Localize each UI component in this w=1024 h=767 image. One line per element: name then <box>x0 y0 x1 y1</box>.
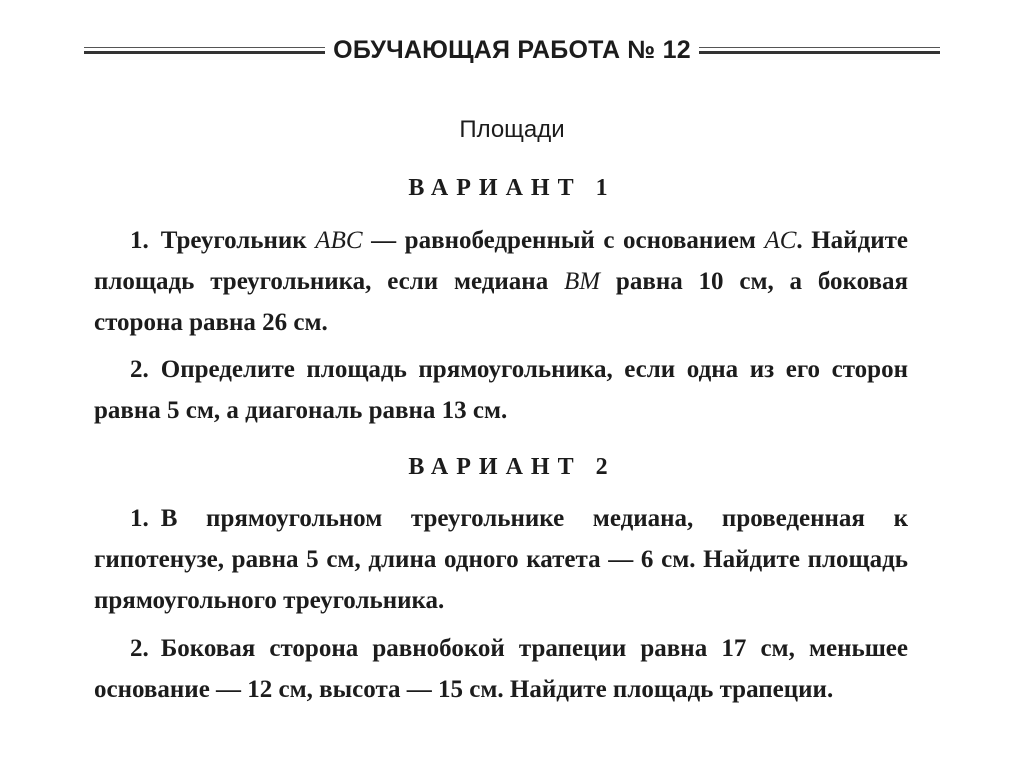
variant-1-heading: ВАРИАНТ 1 <box>408 175 616 201</box>
task-number: 1. <box>130 227 149 254</box>
task-text: Треугольник <box>160 227 316 254</box>
variant-2-task-1 <box>94 498 908 621</box>
worksheet-header <box>84 36 940 64</box>
task-text: Определите площадь прямоугольника, если одна из его сторон равна 5 см, а диагональ равна 13 см. <box>94 356 908 424</box>
task-text: — равнобедренный с основанием <box>362 227 765 254</box>
topic-title: Площади <box>459 116 565 143</box>
task-text: . Найдите площадь треугольника, если медиана <box>94 227 908 295</box>
task-text: В прямоугольном треугольнике медиана, проведенная к гипотенузе, равна 5 см, длина одного катета — 6 см. Найдите площадь прямоугольного треугольника. <box>94 505 908 614</box>
variant-2-task-2 <box>94 628 908 710</box>
triangle-name: ABC <box>315 227 363 254</box>
variant-2-heading: ВАРИАНТ 2 <box>408 454 616 480</box>
base-name: AC <box>764 227 797 254</box>
task-text: Боковая сторона равнобокой трапеции равна 17 см, меньшее основание — 12 см, высота — 15 см. Найдите площадь трапеции. <box>94 635 908 703</box>
worksheet-title: ОБУЧАЮЩАЯ РАБОТА № 12 <box>333 35 691 64</box>
task-number: 1. <box>130 505 149 532</box>
header-rule-left <box>84 47 325 54</box>
header-rule-right <box>699 47 940 54</box>
variant-1-task-1 <box>94 220 908 343</box>
median-name: BM <box>564 268 601 295</box>
variant-1-task-2 <box>94 349 908 431</box>
task-number: 2. <box>130 356 149 383</box>
task-text: равна 10 см, а боковая сторона равна 26 см. <box>94 268 908 336</box>
task-number: 2. <box>130 635 149 662</box>
